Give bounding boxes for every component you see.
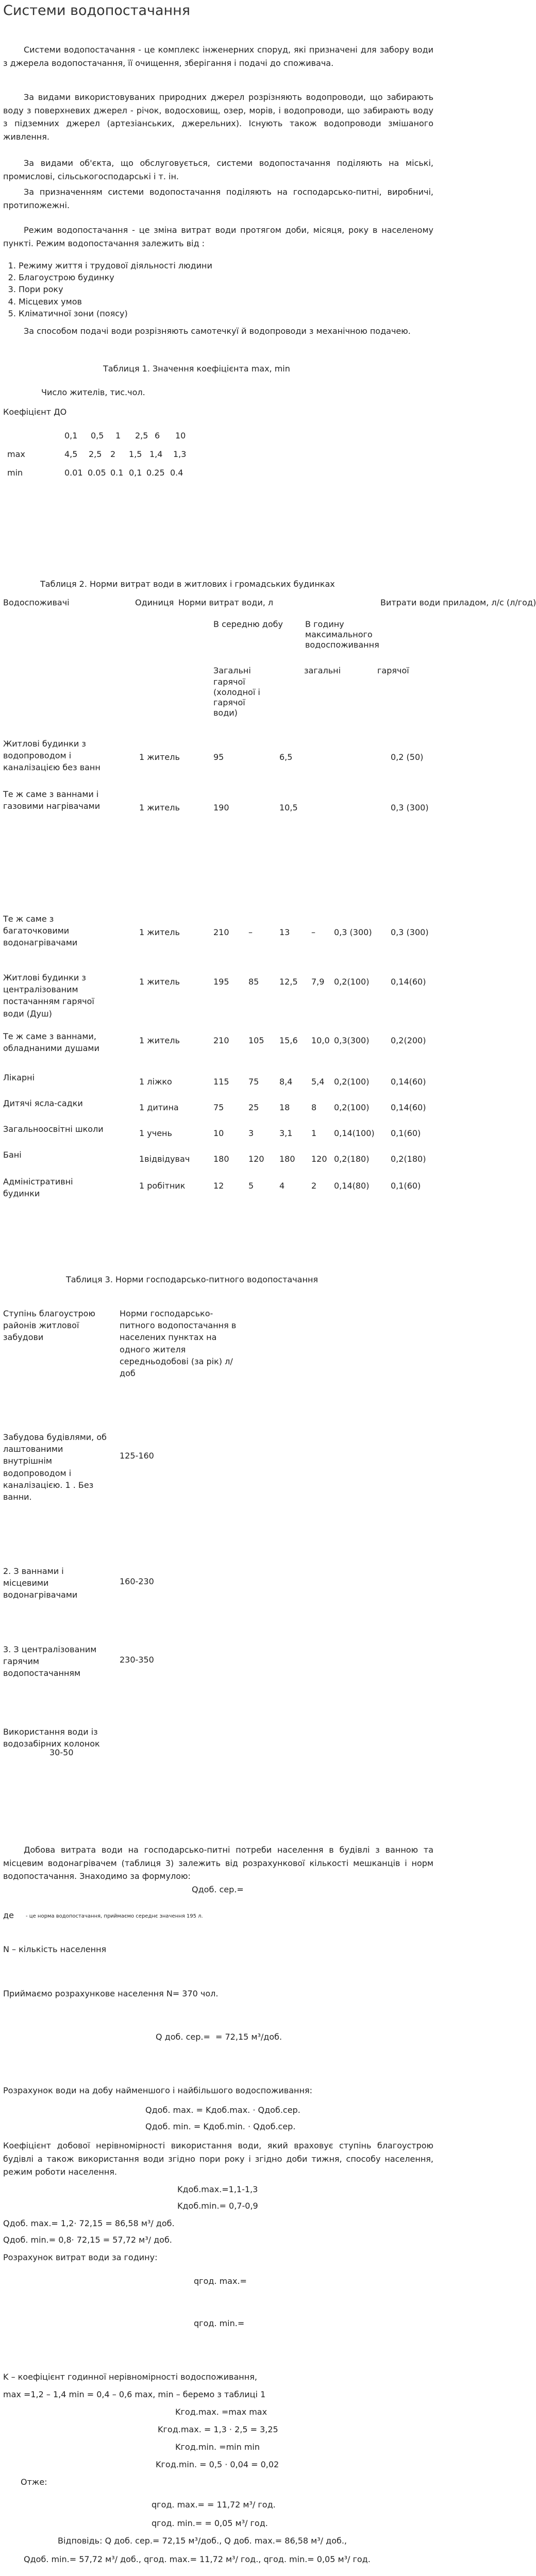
table-cell: 0,3(300)	[334, 1036, 370, 1045]
hourly-title: Розрахунок витрат води за годину:	[3, 2252, 158, 2262]
table-cell: 1відвідувач	[139, 1154, 190, 1164]
table-cell: 0.4	[170, 468, 183, 478]
answer-line-2: Qдоб. min.= 57,72 м³/ доб., qгод. max.= 11,72 м³/ год., qгод. min.= 0,05 м³/ год.	[24, 2554, 371, 2564]
table-row-name: Адміністративні будинки	[3, 1177, 73, 1199]
answer-line-1: Відповідь: Q доб. сер.= 72,15 м³/доб., Q доб. max.= 86,58 м³/ доб.,	[58, 2536, 347, 2546]
table-cell: 0,1	[129, 468, 142, 478]
table-cell: 10	[175, 431, 186, 440]
intro-paragraph-2: За видами використовуваних природних джерел розрізняють водопроводи, що забирають воду з поверхневих джерел - річок, водосховищ, озер, морів, і водопроводи, що забирають воду з підземних джерел (артезіанських, джерельних). Існують також водопроводи змішаного живлення.	[3, 92, 433, 142]
table-cell: 10,0	[311, 1036, 330, 1045]
q-max-result: Qдоб. max.= 1,2· 72,15 = 86,58 м³/ доб.	[3, 2218, 175, 2228]
table2-header-avg-day: В середню добу	[213, 619, 283, 629]
table-cell: 0,1(60)	[391, 1181, 421, 1191]
table-cell: 3	[248, 1128, 254, 1138]
table-cell: 0,14(60)	[391, 977, 426, 987]
table-cell: 0,3 (300)	[391, 927, 429, 937]
table-cell: 25	[248, 1103, 259, 1112]
k-min-range: Kдоб.min.= 0,7-0,9	[177, 2201, 258, 2211]
formula-daily-min: Qдоб. min. = Kдоб.min. · Qдоб.сер.	[145, 2122, 296, 2131]
table-cell: 10,5	[279, 803, 298, 812]
q-avg-label: Q доб. сер.=	[156, 2032, 210, 2042]
table-cell: 2	[311, 1181, 317, 1191]
table-cell: 115	[213, 1077, 229, 1087]
table-cell: –	[248, 927, 253, 937]
kh-min-formula: Kгод.min. =min min	[175, 2442, 260, 2452]
table2-header-norm: Норми витрат води, л	[178, 598, 274, 607]
table-cell: 5	[248, 1181, 254, 1191]
table2-header-flows: Витрати води приладом, л/с (л/год)	[380, 598, 536, 607]
table-row-name: Дитячі ясла-садки	[3, 1098, 83, 1108]
list-item: 3. Пори року	[19, 283, 212, 295]
table3-row-name: 2. З ваннами і місцевими водонагрівачами	[3, 1566, 78, 1600]
table2-header-unit: Одиниця	[135, 598, 174, 607]
table-cell: 0,1	[64, 431, 78, 440]
table-row-name: Загальноосвітні школи	[3, 1124, 104, 1134]
table-cell: 8,4	[279, 1077, 293, 1087]
table3-row-value: 160-230	[120, 1577, 154, 1586]
table-cell: 0,14(60)	[391, 1077, 426, 1087]
formula-daily-avg: Qдоб. сер.=	[192, 1885, 244, 1894]
de-note: - це норма водопостачання, приймаємо середнє значення 195 л.	[26, 1913, 203, 1919]
table-cell: 2,5	[89, 449, 102, 459]
daily-title: Розрахунок води на добу найменшого і найбільшого водоспоживання:	[3, 2086, 312, 2095]
qh-min-result: qгод. min.= = 0,05 м³/ год.	[152, 2518, 268, 2528]
table-cell: 6	[155, 431, 160, 440]
table3-row-name: 3. З централізованим гарячим водопостачанням	[3, 1645, 97, 1679]
table-cell: 0,3 (300)	[334, 927, 372, 937]
list-item: 1. Режиму життя і трудової діяльності людини	[19, 260, 212, 272]
table2-header-hot: гарячої	[377, 666, 409, 675]
table1-caption: Таблиця 1. Значення коефіцієнта max, min	[103, 364, 290, 374]
table-cell: 0,3 (300)	[391, 803, 429, 812]
table1-row-label: Коефіцієнт ДО	[3, 407, 67, 417]
table-cell: 1 житель	[139, 927, 180, 937]
table2-header-general: Загальні	[213, 666, 251, 675]
table-cell: 0,2(100)	[334, 1103, 370, 1112]
table-cell: 120	[248, 1154, 264, 1164]
table-cell: 1 дитина	[139, 1103, 179, 1112]
k-definition: K – коефіцієнт годинної нерівномірності водоспоживання,	[3, 2372, 257, 2382]
kh-min-value: Kгод.min. = 0,5 · 0,04 = 0,02	[156, 2460, 279, 2469]
page-title: Системи водопостачання	[3, 3, 191, 19]
list-item: 4. Місцевих умов	[19, 296, 212, 308]
table3-row-value: 30-50	[49, 1748, 74, 1757]
table-cell: 0,2 (50)	[391, 752, 424, 762]
table-row-name: Те ж саме з ваннами, обладнаними душами	[3, 1031, 99, 1054]
intro-paragraph-5: Режим водопостачання - це зміна витрат води протягом доби, місяця, року в населеному пункті. Режим водопостачання залежить від :	[3, 225, 433, 248]
table-cell: 15,6	[279, 1036, 298, 1045]
table-cell: 7,9	[311, 977, 325, 987]
q-min-result: Qдоб. min.= 0,8· 72,15 = 57,72 м³/ доб.	[3, 2235, 172, 2245]
kh-max-formula: Kгод.max. =max max	[175, 2407, 267, 2417]
table-row-name: Бані	[3, 1150, 22, 1160]
table-cell: 6,5	[279, 752, 293, 762]
table3-caption: Таблиця 3. Норми господарсько-питного водопостачання	[66, 1275, 319, 1284]
delivery-paragraph: За способом подачі води розрізняють самотечкуї й водопроводи з механічною подачею.	[24, 326, 411, 336]
table-cell: 1 ліжко	[139, 1077, 172, 1087]
table-cell: 4	[279, 1181, 285, 1191]
table-cell: 0,2(200)	[391, 1036, 426, 1045]
de-label: де	[3, 1910, 14, 1920]
formula-hourly-max: qгод. max.=	[194, 2276, 247, 2286]
intro-paragraph-1: Системи водопостачання - це комплекс інженерних споруд, які призначені для забору води з джерела водопостачання, її очищення, зберігання і подачі до споживача.	[3, 45, 433, 68]
table-cell: 120	[311, 1154, 327, 1164]
table-cell: 195	[213, 977, 229, 987]
n-value: Приймаємо розрахункове населення N= 370 чол.	[3, 1989, 219, 1998]
q-avg-value: = 72,15 м³/доб.	[215, 2032, 282, 2042]
table-cell: 0,14(60)	[391, 1103, 426, 1112]
table-row-name: Житлові будинки з централізованим постачанням гарячої води (Душ)	[3, 973, 94, 1019]
table-cell: 0,2(180)	[391, 1154, 426, 1164]
qh-max-result: qгод. max.= = 11,72 м³/ год.	[152, 2500, 276, 2510]
table-cell: 210	[213, 927, 229, 937]
table-cell: 0,14(80)	[334, 1181, 370, 1191]
n-definition: N – кількість населення	[3, 1944, 107, 1954]
calc-paragraph: Добова витрата води на господарсько-питні потреби населення в будівлі з ванною та місцевим водонагрівачем (таблиця 3) залежить від розрахункової кількості мешканців і норм водопостачання. Знаходимо за формулою:	[3, 1845, 433, 1882]
table-row-name: Житлові будинки з водопроводом і каналізацією без ванн	[3, 739, 100, 773]
table-cell: 2,5	[135, 431, 148, 440]
table2-header-general2: загальні	[304, 666, 341, 675]
table-cell: 75	[213, 1103, 224, 1112]
kh-max-value: Kгод.max. = 1,3 · 2,5 = 3,25	[158, 2425, 278, 2434]
intro-paragraph-3: За видами об'єкта, що обслуговується, системи водопостачання поділяють на міські, промислові, сільськогосподарські і т. ін.	[3, 158, 433, 181]
table3-header-col1: Ступінь благоустрою районів житлової забудови	[3, 1309, 95, 1343]
table-cell: 1	[311, 1128, 317, 1138]
table-cell: 1 житель	[139, 803, 180, 812]
table-cell: 5,4	[311, 1077, 325, 1087]
table-cell: 85	[248, 977, 259, 987]
otzhe-label: Отже:	[21, 2477, 47, 2487]
table3-row-name: Використання води із водозабірних колонок	[3, 1727, 100, 1749]
table-cell: 0.05	[88, 468, 106, 478]
table-cell: 1,4	[149, 449, 163, 459]
intro-paragraph-4: За призначенням системи водопостачання поділяють на господарсько-питні, виробничі, протипожежні.	[3, 187, 433, 210]
table-cell: 75	[248, 1077, 259, 1087]
table-cell: 1 житель	[139, 752, 180, 762]
table-cell: 1,5	[129, 449, 142, 459]
formula-daily-max: Qдоб. max. = Kдоб.max. · Qдоб.сер.	[145, 2105, 300, 2115]
table-cell: 190	[213, 803, 229, 812]
table-cell: 1 робітник	[139, 1181, 186, 1191]
list-item: 5. Кліматичної зони (поясу)	[19, 308, 212, 319]
table-cell: 10	[213, 1128, 224, 1138]
table3-row-name: Забудова будівлями, об лаштованими внутрішнім водопроводом і каналізацією. 1 . Без ванни.	[3, 1432, 107, 1502]
table-cell: 210	[213, 1036, 229, 1045]
table-cell: 0,1(60)	[391, 1128, 421, 1138]
table1-header: Число жителів, тис.чол.	[41, 387, 145, 397]
table-cell: 18	[279, 1103, 290, 1112]
table-cell: –	[311, 927, 315, 937]
table-cell: 2	[110, 449, 116, 459]
table-row-name: Те ж саме з багаточковими водонагрівачами	[3, 914, 78, 948]
table-cell: 0,2(100)	[334, 977, 370, 987]
table-cell: 1,3	[173, 449, 187, 459]
table-cell: 0,2(100)	[334, 1077, 370, 1087]
k-ranges: max =1,2 – 1,4 min = 0,4 – 0,6 max, min – беремо з таблиці 1	[3, 2389, 266, 2399]
table-cell: 180	[279, 1154, 295, 1164]
table-row-name: Те ж саме з ваннами і газовими нагрівачами	[3, 789, 100, 811]
table-cell: 3,1	[279, 1128, 293, 1138]
table-cell: 0.25	[146, 468, 165, 478]
table-cell: 0,14(100)	[334, 1128, 375, 1138]
table2-header-consumers: Водоспоживачі	[3, 598, 70, 607]
table-cell: 12,5	[279, 977, 298, 987]
table-row-label: max	[7, 449, 25, 459]
list-item: 2. Благоустрою будинку	[19, 272, 212, 283]
table-cell: 1 житель	[139, 1036, 180, 1045]
table-row-name: Лікарні	[3, 1073, 35, 1082]
table2-caption: Таблиця 2. Норми витрат води в житлових і громадських будинках	[40, 579, 335, 589]
table-cell: 1 учень	[139, 1128, 172, 1138]
table-cell: 0.01	[64, 468, 83, 478]
table3-header-col2: Норми господарсько-питного водопостачання в населених пунктах на одного жителя середньодобові (за рік) л/доб	[120, 1309, 237, 1378]
table-cell: 0.1	[110, 468, 124, 478]
table-cell: 12	[213, 1181, 224, 1191]
factors-list	[4, 260, 212, 319]
table-cell: 180	[213, 1154, 229, 1164]
table-cell: 0,2(180)	[334, 1154, 370, 1164]
table3-row-value: 230-350	[120, 1655, 154, 1665]
table-cell: 1	[115, 431, 121, 440]
table-cell: 0,5	[91, 431, 104, 440]
table-cell: 4,5	[64, 449, 78, 459]
formula-hourly-min: qгод. min.=	[194, 2318, 245, 2328]
table2-header-max-hour: В годину максимального водоспоживання	[305, 619, 379, 650]
coef-paragraph: Коефіцієнт добової нерівномірності використання води, який враховує ступінь благоустрою будівлі а також використання води згідно пори року і згідно доби тижня, способу населення, режим роботи населення.	[3, 2141, 433, 2177]
table2-header-hot-cold: гарячої (холодної і гарячої води)	[213, 677, 260, 718]
k-max-range: Kдоб.max.=1,1-1,3	[177, 2184, 258, 2194]
table-cell: 1 житель	[139, 977, 180, 987]
table-row-label: min	[7, 468, 23, 478]
table-cell: 8	[311, 1103, 317, 1112]
table-cell: 105	[248, 1036, 264, 1045]
table3-row-value: 125-160	[120, 1451, 154, 1461]
table-cell: 95	[213, 752, 224, 762]
table-cell: 13	[279, 927, 290, 937]
